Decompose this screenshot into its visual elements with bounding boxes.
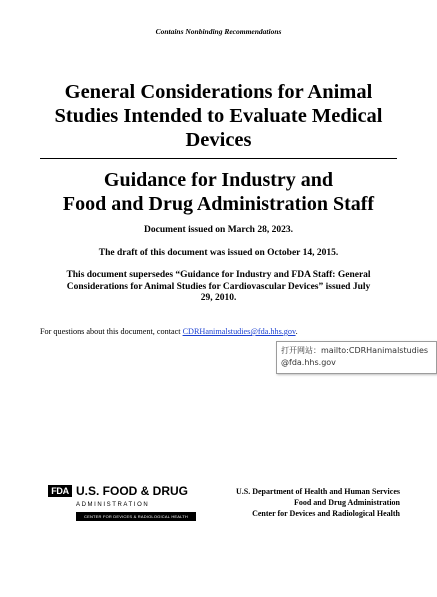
title-line: Devices <box>185 129 252 151</box>
fda-logo-admin: ADMINISTRATION <box>76 502 150 508</box>
contact-email-link[interactable]: CDRHanimalstudies@fda.hhs.gov <box>182 327 296 336</box>
guidance-audience-title <box>20 168 417 216</box>
draft-date: The draft of this document was issued on October 14, 2015. <box>98 248 339 258</box>
supersedes-line: 29, 2010. <box>200 293 237 303</box>
issued-date: Document issued on March 28, 2023. <box>144 225 293 235</box>
agency-block <box>200 486 400 519</box>
guidance-line: Guidance for Industry and <box>103 169 334 191</box>
supersedes-notice <box>30 270 407 305</box>
title-divider <box>40 158 397 159</box>
agency-line: Food and Drug Administration <box>293 498 400 507</box>
link-tooltip: 打开网站：mailto:CDRHanimalstudies@fda.hhs.gov <box>276 341 437 374</box>
guidance-line: Food and Drug Administration Staff <box>62 193 375 215</box>
contact-prefix: For questions about this document, contact <box>40 327 183 336</box>
fda-logo-center: CENTER FOR DEVICES & RADIOLOGICAL HEALTH <box>76 512 196 521</box>
fda-box-mark: FDA <box>48 485 72 497</box>
agency-line: U.S. Department of Health and Human Services <box>236 487 400 496</box>
supersedes-line: This document supersedes “Guidance for Industry and FDA Staff: General <box>66 270 371 280</box>
title-line: Studies Intended to Evaluate Medical <box>54 105 383 127</box>
title-line: General Considerations for Animal <box>64 81 373 103</box>
contact-line <box>40 327 420 336</box>
fda-logo <box>48 485 196 523</box>
agency-line: Center for Devices and Radiological Health <box>252 509 400 518</box>
fda-logo-name: U.S. FOOD & DRUG <box>76 484 189 498</box>
supersedes-line: Considerations for Animal Studies for Cardiovascular Devices” issued July <box>66 281 371 292</box>
nonbinding-note: Contains Nonbinding Recommendations <box>155 27 282 36</box>
contact-suffix: . <box>295 327 298 336</box>
document-title <box>20 80 417 152</box>
